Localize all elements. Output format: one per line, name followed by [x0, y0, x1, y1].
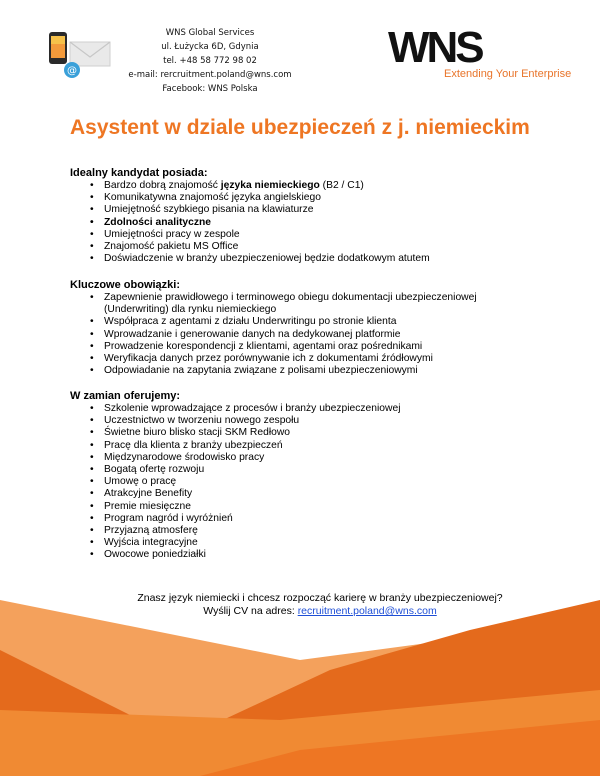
list-item: • Program nagród i wyróżnień	[70, 513, 540, 525]
responsibilities-section	[70, 279, 540, 377]
phone-number: tel. +48 58 772 98 02	[163, 56, 257, 66]
facebook-link[interactable]: Facebook: WNS Polska	[162, 84, 258, 94]
decorative-waves	[0, 560, 600, 776]
benefits-list	[70, 403, 540, 562]
street-address: ul. Łużycka 6D, Gdynia	[161, 42, 259, 52]
list-item: • Bogatą ofertę rozwoju	[70, 464, 540, 476]
list-item: • Zdolności analityczne	[70, 217, 540, 229]
requirements-section	[70, 167, 540, 265]
list-item: • Uczestnictwo w tworzeniu nowego zespołu	[70, 415, 540, 427]
requirements-list	[70, 180, 540, 265]
item-text: (B2 / C1)	[319, 180, 364, 191]
company-name: WNS Global Services	[165, 28, 255, 38]
list-item: • Współpraca z agentami z działu Underwritingu po stronie klienta	[70, 316, 540, 328]
contact-block	[120, 26, 300, 96]
list-item	[70, 180, 540, 192]
item-text: Bardzo dobrą znajomość	[104, 180, 221, 191]
list-item: • Wyjścia integracyjne	[70, 537, 540, 549]
list-item: • Znajomość pakietu MS Office	[70, 241, 540, 253]
list-item: • Atrakcyjne Benefity	[70, 488, 540, 500]
cta-prefix: Wyślij CV na adres:	[203, 605, 298, 617]
list-item: • Świetne biuro blisko stacji SKM Redłowo	[70, 427, 540, 439]
list-item: • Szkolenie wprowadzające z procesów i branży ubezpieczeniowej	[70, 403, 540, 415]
list-item: • Umiejętności pracy w zespole	[70, 229, 540, 241]
item-highlight: języka niemieckiego	[220, 180, 320, 191]
list-item: • Zapewnienie prawidłowego i terminowego obiegu dokumentacji ubezpieczeniowej (Underwriting) dla rynku niemieckiego	[70, 292, 540, 316]
list-item: • Komunikatywna znajomość języka angielskiego	[70, 192, 540, 204]
list-item: • Odpowiadanie na zapytania związane z polisami ubezpieczeniowymi	[70, 365, 540, 377]
logo-text: WNS	[388, 23, 482, 72]
list-item: • Premie miesięczne	[70, 501, 540, 513]
phone-mail-icon	[44, 30, 114, 80]
list-item: • Doświadczenie w branży ubezpieczeniowej będzie dodatkowym atutem	[70, 253, 540, 265]
cta-question: Znasz język niemiecki i chcesz rozpocząć karierę w branży ubezpieczeniowej?	[137, 592, 503, 604]
wns-logo	[388, 23, 578, 86]
benefits-section	[70, 390, 540, 562]
list-item: • Wprowadzanie i generowanie danych na dedykowanej platformie	[70, 329, 540, 341]
job-title: Asystent w dziale ubezpieczeń z j. niemieckim	[70, 116, 530, 139]
responsibilities-list	[70, 292, 540, 377]
list-item: • Prowadzenie korespondencji z klientami, agentami oraz pośrednikami	[70, 341, 540, 353]
section-heading: Kluczowe obowiązki:	[70, 279, 181, 291]
list-item: • Międzynarodowe środowisko pracy	[70, 452, 540, 464]
logo-tagline: Extending Your Enterprise	[444, 68, 572, 80]
section-heading: W zamian oferujemy:	[70, 390, 181, 402]
email-address: e-mail: rercruitment.poland@wns.com	[128, 70, 292, 80]
list-item: • Owocowe poniedziałki	[70, 549, 540, 561]
svg-text:@: @	[67, 65, 77, 77]
list-item: • Umiejętność szybkiego pisania na klawiaturze	[70, 204, 540, 216]
list-item: • Weryfikacja danych przez porównywanie ich z dokumentami źródłowymi	[70, 353, 540, 365]
list-item: • Umowę o pracę	[70, 476, 540, 488]
list-item: • Pracę dla klienta z branży ubezpieczeń	[70, 440, 540, 452]
section-heading: Idealny kandydat posiada:	[70, 167, 208, 179]
list-item: • Przyjazną atmosferę	[70, 525, 540, 537]
recruitment-email-link[interactable]: recruitment.poland@wns.com	[297, 605, 437, 617]
